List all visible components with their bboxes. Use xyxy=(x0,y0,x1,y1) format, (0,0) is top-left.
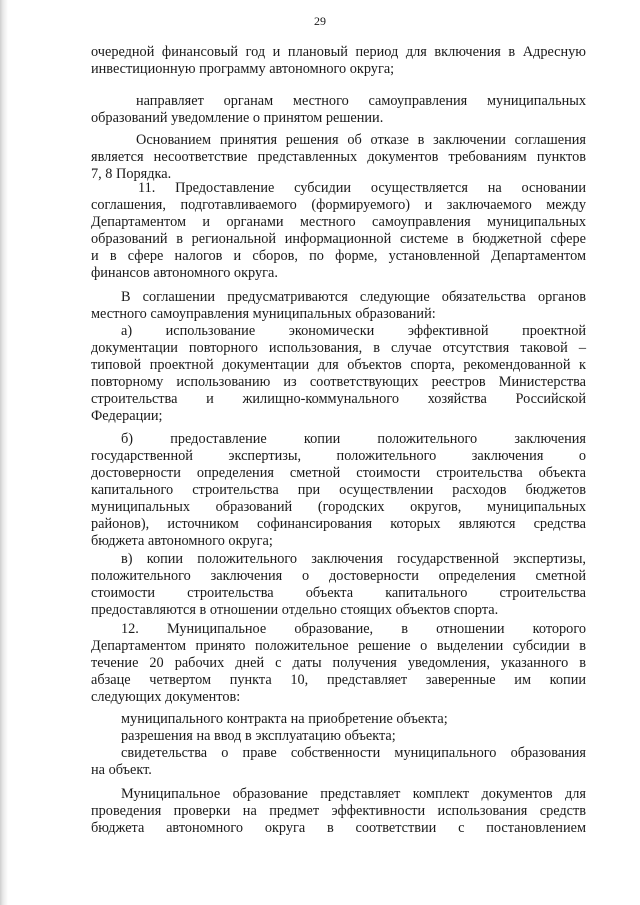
scan-edge-shadow xyxy=(0,0,8,905)
text-line: 7, 8 Порядка. xyxy=(91,166,172,182)
text-line: капитального строительства при осуществлении расходов бюджетов xyxy=(91,482,586,498)
text-line: является несоответствие представленных документов требованиям пунктов xyxy=(91,149,586,165)
text-line: бюджета автономного округа в соответствии с постановлением xyxy=(91,820,586,836)
text-line: предоставляются в отношении отдельно стоящих объектов спорта. xyxy=(91,602,499,618)
text-line: проведения проверки на предмет эффективности использования средств xyxy=(91,803,586,819)
text-line: документации повторного использования, в случае отсутствия таковой – xyxy=(91,340,586,356)
text-line: и в сфере налогов и сборов, по форме, установленной Департаментом xyxy=(91,248,586,264)
text-line: очередной финансовый год и плановый период для включения в Адресную xyxy=(91,44,586,60)
text-line: направляет органам местного самоуправления муниципальных xyxy=(136,93,586,109)
text-line: муниципального контракта на приобретение объекта; xyxy=(121,711,448,727)
text-line: течение 20 рабочих дней с даты получения уведомления, указанного в xyxy=(91,655,586,671)
text-line: образований уведомление о принятом решении. xyxy=(91,110,384,126)
text-line: а) использование экономически эффективной проектной xyxy=(121,323,586,339)
text-line: абзаце четвертом пункта 10, представляет заверенные им копии xyxy=(91,672,586,688)
page-number: 29 xyxy=(314,14,326,28)
text-line: Муниципальное образование представляет комплект документов для xyxy=(121,786,586,802)
text-line: б) предоставление копии положительного заключения xyxy=(121,431,586,447)
text-line: бюджета автономного округа; xyxy=(91,533,273,549)
text-line: инвестиционную программу автономного округа; xyxy=(91,61,395,77)
text-line: Департаментом и органами местного самоуправления муниципальных xyxy=(91,214,586,230)
text-line: 12. Муниципальное образование, в отношении которого xyxy=(121,621,586,637)
text-line: 11. Предоставление субсидии осуществляется на основании xyxy=(138,180,586,196)
text-line: положительного заключения о достоверности определения сметной xyxy=(91,568,586,584)
text-line: Департаментом принято положительное решение о выделении субсидии в xyxy=(91,638,586,654)
text-line: финансов автономного округа. xyxy=(91,265,278,281)
text-line: Федерации; xyxy=(91,408,163,424)
text-line: типовой проектной документации для объектов спорта, рекомендованной к xyxy=(91,357,586,373)
text-line: на объект. xyxy=(91,762,152,778)
text-line: соглашения, подготавливаемого (формируемого) и заключаемого между xyxy=(91,197,586,213)
text-line: повторному использованию из соответствующих реестров Министерства xyxy=(91,374,586,390)
text-line: строительства и жилищно-коммунального хозяйства Российской xyxy=(91,391,586,407)
text-line: В соглашении предусматриваются следующие обязательства органов xyxy=(121,289,586,305)
text-line: образований в региональной информационной системе в бюджетной сфере xyxy=(91,231,586,247)
text-line: местного самоуправления муниципальных образований: xyxy=(91,306,436,322)
text-line: Основанием принятия решения об отказе в заключении соглашения xyxy=(136,132,586,148)
text-line: свидетельства о праве собственности муниципального образования xyxy=(121,745,586,761)
text-line: в) копии положительного заключения государственной экспертизы, xyxy=(121,551,586,567)
text-line: государственной экспертизы, положительного заключения о xyxy=(91,448,586,464)
text-line: районов), источником софинансирования которых являются средства xyxy=(91,516,586,532)
text-line: разрешения на ввод в эксплуатацию объекта; xyxy=(121,728,396,744)
text-line: муниципальных образований (городских округов, муниципальных xyxy=(91,499,586,515)
text-line: достоверности определения сметной стоимости строительства объекта xyxy=(91,465,586,481)
text-line: следующих документов: xyxy=(91,689,241,705)
text-line: стоимости строительства объекта капитального строительства xyxy=(91,585,586,601)
